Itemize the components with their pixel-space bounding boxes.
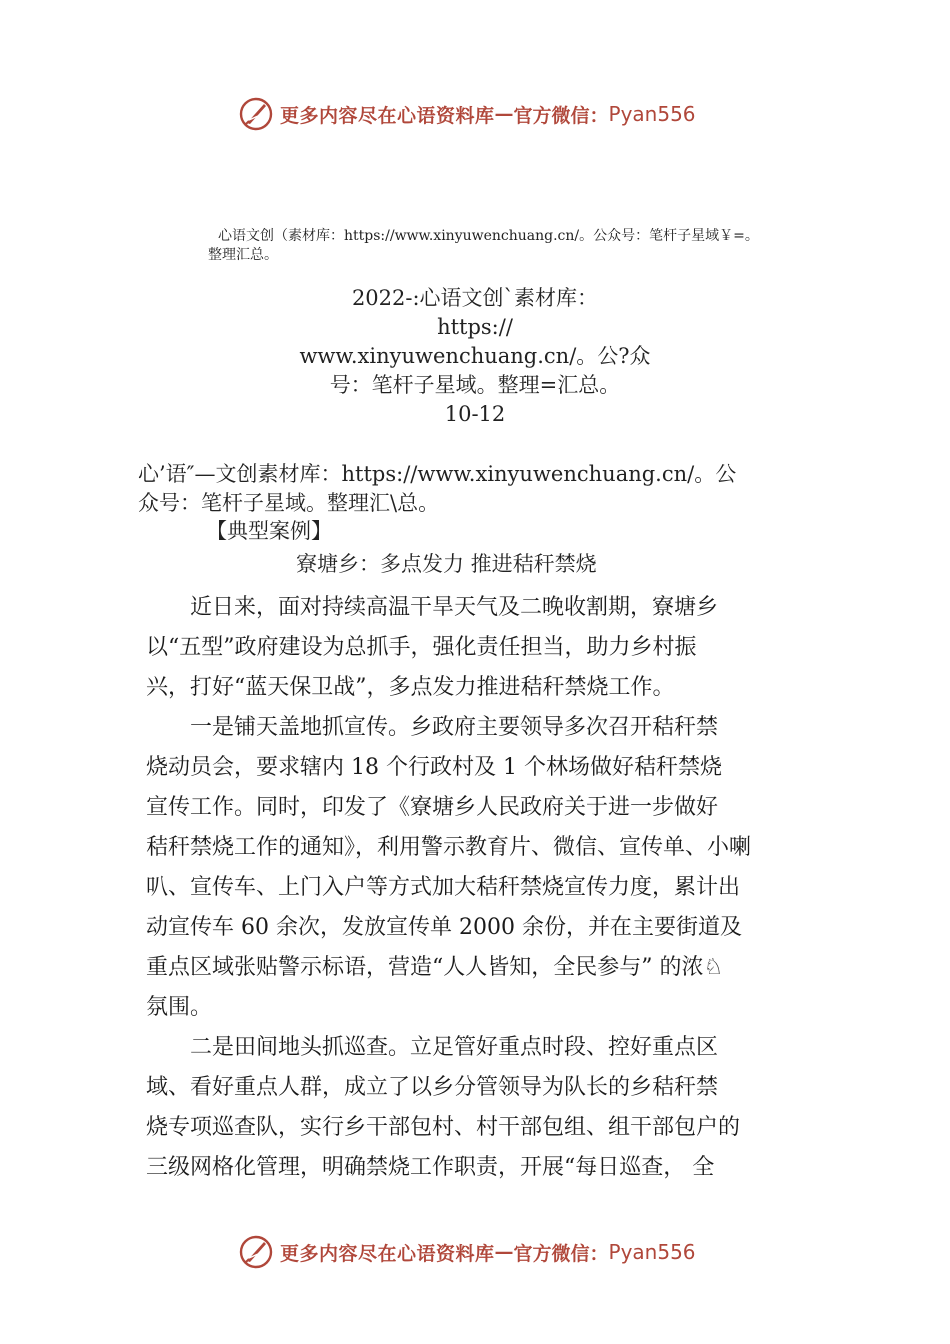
- body-line: 二是田间地头抓巡查。立足管好重点时段、控好重点区: [146, 1035, 719, 1060]
- body-line: 宣传工作。同时，印发了《寮塘乡人民政府关于进一步做好: [146, 795, 719, 820]
- header-banner: [238, 96, 758, 132]
- banner-wechat-id: Pyan556: [608, 1240, 696, 1264]
- source-note-line-2: 整理汇总。: [208, 247, 278, 263]
- body-line: 兴，打好“蓝天保卫战”，多点发力推进秸秆禁烧工作。: [146, 675, 675, 700]
- body-line: 以“五型”政府建设为总抓手，强化责任担当，助力乡村振: [146, 635, 697, 660]
- body-line: 叭、宣传车、上门入户等方式加大秸秆禁烧宣传力度，累计出: [146, 875, 741, 900]
- body-line: 烧动员会，要求辖内 18 个行政村及 1 个林场做好秸秆禁烧: [146, 755, 722, 780]
- banner-separator: —: [494, 103, 514, 125]
- centered-line: www.xinyuwenchuang.cn/。公?众: [299, 344, 651, 368]
- centered-line: 2022-:心语文创`素材库：: [351, 286, 599, 310]
- section-heading: 【典型案例】: [206, 519, 332, 543]
- source-note-line-1: 心语文创（素材库：https://www.xinyuwenchuang.cn/。公众号：笔杆子星域￥=。: [218, 228, 759, 244]
- feather-pen-logo-icon: [238, 96, 274, 132]
- centered-line: 号：笔杆子星域。整理=汇总。: [329, 373, 621, 397]
- body-line: 域、看好重点人群，成立了以乡分管领导为队长的乡秸秆禁: [146, 1075, 719, 1100]
- source-line: 心’语″—文创素材库：https://www.xinyuwenchuang.cn/。公: [138, 462, 737, 486]
- banner-text: 更多内容尽在心语资料库: [280, 1242, 495, 1265]
- source-paragraph: [138, 460, 838, 518]
- banner-wechat-label: 官方微信：: [513, 1242, 609, 1265]
- body-line: 近日来，面对持续高温干旱天气及二晚收割期，寮塘乡: [146, 595, 719, 620]
- body-line: 一是铺天盖地抓宣传。乡政府主要领导多次召开秸秆禁: [146, 715, 719, 740]
- footer-banner: [238, 1234, 758, 1270]
- banner-separator: —: [494, 1241, 514, 1263]
- banner-text: 更多内容尽在心语资料库: [280, 104, 495, 127]
- banner-wechat-id: Pyan556: [608, 102, 696, 126]
- body-line: 秸秆禁烧工作的通知》，利用警示教育片、微信、宣传单、小喇: [146, 835, 752, 860]
- source-note: [208, 227, 858, 265]
- centered-source-block: [180, 284, 770, 429]
- body-line: 重点区域张贴警示标语，营造“人人皆知，全民参与” 的浓♘: [146, 955, 724, 980]
- article-title: 寮塘乡：多点发力 推进秸秆禁烧: [296, 552, 597, 576]
- centered-line: https://: [437, 315, 513, 339]
- body-line: 烧专项巡查队，实行乡干部包村、村干部包组、组干部包户的: [146, 1115, 741, 1140]
- banner-wechat-label: 官方微信：: [513, 104, 609, 127]
- body-line: 三级网格化管理，明确禁烧工作职责，开展“每日巡查， 全: [146, 1155, 715, 1180]
- source-line: 众号：笔杆子星域。整理汇\总。: [138, 491, 440, 515]
- centered-line: 10-12: [444, 402, 506, 426]
- body-line: 氛围。: [146, 995, 213, 1020]
- body-line: 动宣传车 60 余次，发放宣传单 2000 余份，并在主要街道及: [146, 915, 742, 940]
- feather-pen-logo-icon: [238, 1234, 274, 1270]
